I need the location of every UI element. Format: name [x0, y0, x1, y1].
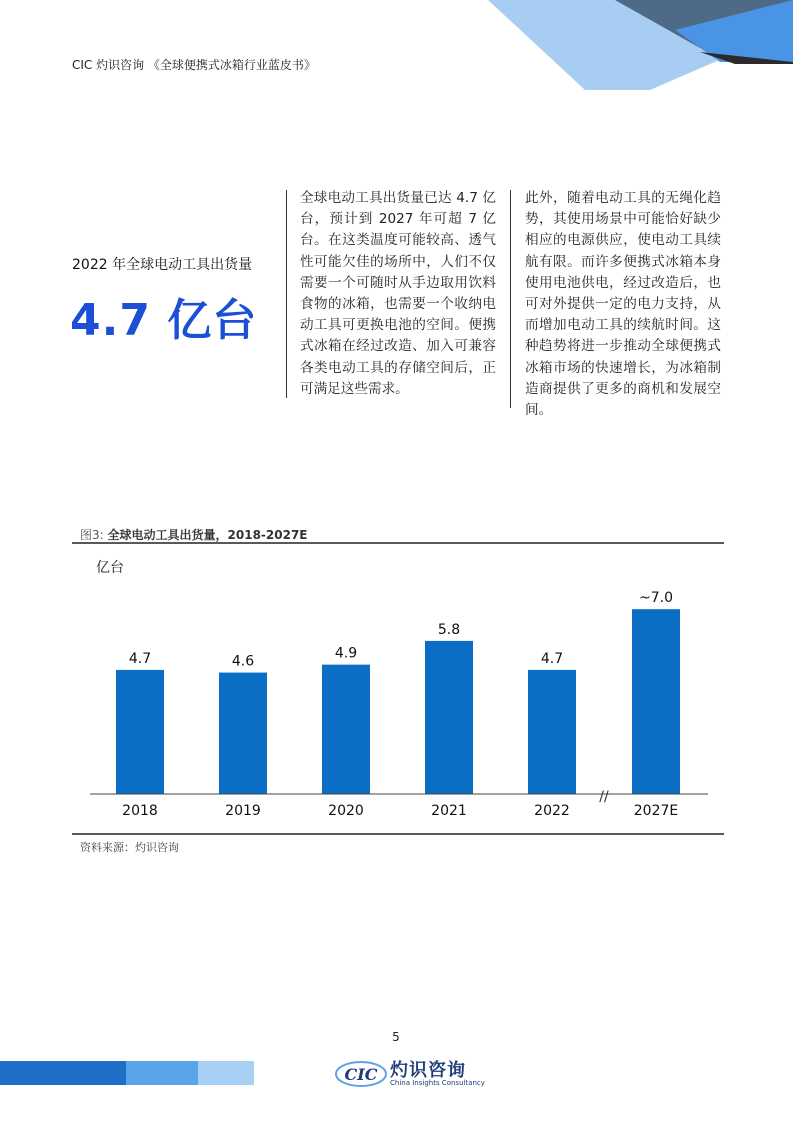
bar-2021: [425, 641, 473, 794]
document-header: CIC 灼识咨询 《全球便携式冰箱行业蓝皮书》: [72, 58, 316, 72]
bar-2027E: [632, 609, 680, 794]
logo-chinese-name: 灼识咨询: [390, 1060, 466, 1081]
figure-number: 图3:: [80, 528, 104, 542]
bar-2020: [322, 665, 370, 794]
data-label-2018: 4.7: [128, 650, 152, 667]
column-divider-right: [510, 190, 511, 408]
cic-logo: [334, 1054, 485, 1094]
bars-group: [116, 590, 680, 819]
x-tick-label-2027E: 2027E: [633, 803, 679, 819]
x-tick-label-2022: 2022: [534, 803, 570, 819]
data-label-2020: 4.9: [334, 645, 358, 662]
page-number: 5: [392, 1030, 400, 1044]
bar-chart: [0, 540, 793, 840]
source-note: 资料来源：灼识咨询: [80, 841, 179, 854]
corner-decoration: [0, 0, 793, 90]
svg-text:CIC: CIC: [344, 1065, 378, 1084]
footer-color-bars: [0, 1061, 260, 1085]
footer-bar-mid: [126, 1061, 198, 1085]
x-tick-label-2020: 2020: [328, 803, 364, 819]
y-axis-unit-label: 亿台: [96, 560, 124, 576]
highlight-value: 4.7 亿台: [70, 295, 258, 346]
x-tick-label-2019: 2019: [225, 803, 261, 819]
footer-bar-dark: [0, 1061, 126, 1085]
data-label-2027E: ~7.0: [639, 590, 673, 607]
highlight-label: 2022 年全球电动工具出货量: [72, 257, 253, 273]
column-divider-left: [286, 190, 287, 398]
data-label-2019: 4.6: [231, 653, 255, 670]
bar-2019: [219, 673, 267, 794]
x-tick-label-2018: 2018: [122, 803, 158, 819]
bar-2022: [528, 670, 576, 794]
figure-title-text: 全球电动工具出货量，2018-2027E: [107, 528, 308, 542]
body-paragraph-1: 全球电动工具出货量已达 4.7 亿台，预计到 2027 年可超 7 亿台。在这类温度可能较高、透气性可能欠佳的场所中，人们不仅需要一个可随时从手边取用饮料食物的冰箱，也需要一个收纳电动工具可更换电池的空间。便携式冰箱在经过改造、加入可兼容各类电动工具的存储空间后，正可满足这些需求。: [300, 190, 496, 397]
footer-bar-light: [198, 1061, 254, 1085]
x-tick-label-2021: 2021: [431, 803, 467, 819]
axis-break-mark: //: [599, 789, 609, 805]
bar-2018: [116, 670, 164, 794]
data-label-2022: 4.7: [540, 650, 564, 667]
logo-english-name: China Insights Consultancy: [390, 1079, 485, 1087]
body-paragraph-2: 此外，随着电动工具的无绳化趋势，其使用场景中可能恰好缺少相应的电源供应，使电动工具续航有限。而许多便携式冰箱本身使用电池供电，经过改造后，也可对外提供一定的电力支持，从而增加电动工具的续航时间。这种趋势将进一步推动全球便携式冰箱市场的快速增长，为冰箱制造商提供了更多的商机和发展空间。: [525, 190, 721, 419]
data-label-2021: 5.8: [437, 621, 461, 638]
cic-logo-mark: [334, 1057, 388, 1091]
